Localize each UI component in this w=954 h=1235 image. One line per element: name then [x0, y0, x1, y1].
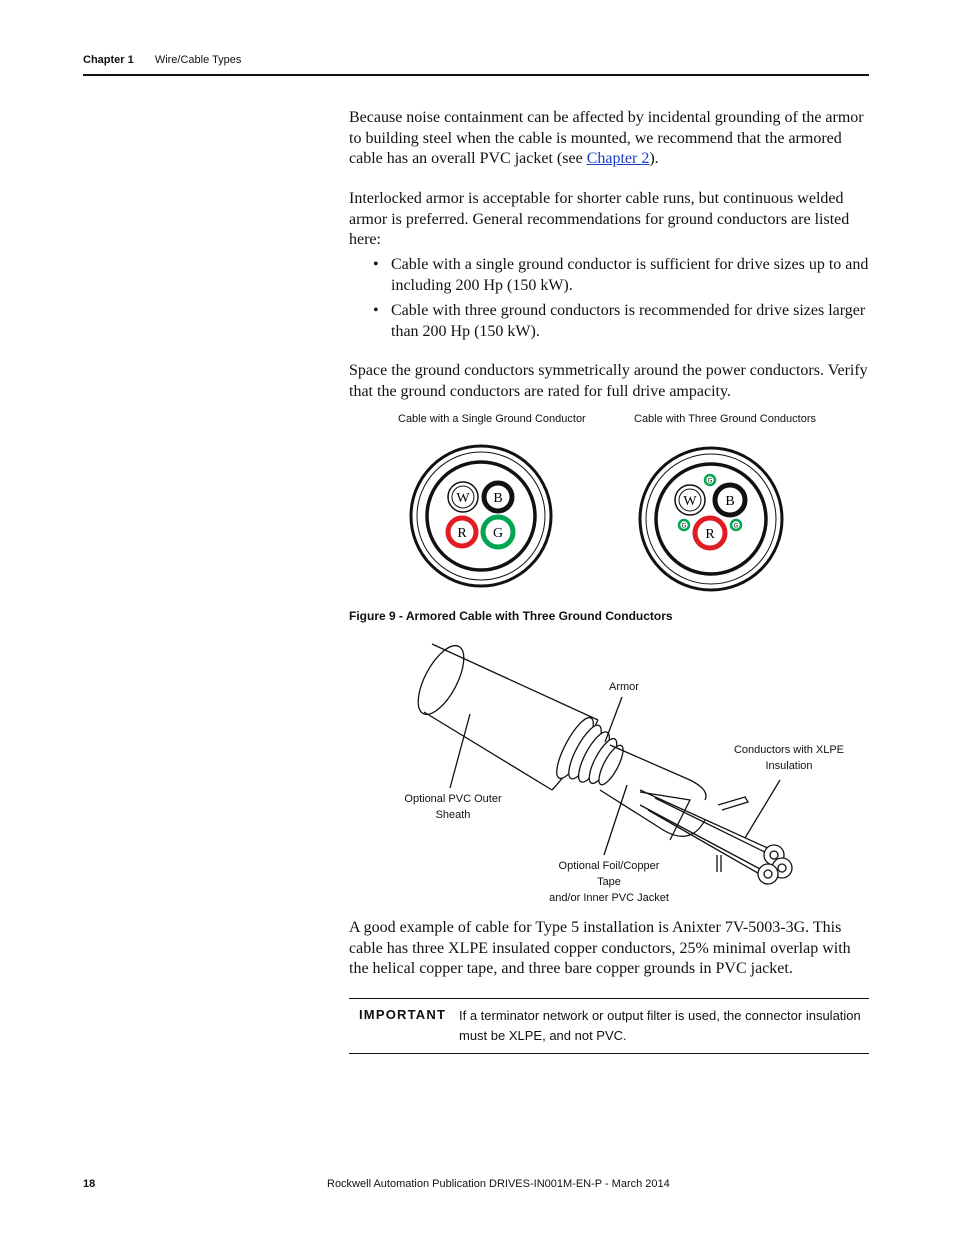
para1-text: Because noise containment can be affected by incidental grounding of the armor to building steel when the cable is mounted, we recommend that the armored cable has an overall PVC jacket (see — [349, 109, 864, 167]
svg-text:G: G — [681, 523, 687, 530]
conductors-callout — [730, 742, 848, 774]
bullet-dot: • — [373, 256, 379, 273]
sheath-callout: Optional PVC Outer Sheath — [404, 793, 502, 821]
para1-text-end: ). — [649, 150, 659, 167]
svg-text:W: W — [683, 494, 697, 509]
svg-text:R: R — [705, 527, 715, 542]
svg-text:R: R — [457, 526, 467, 541]
conductors-callout-line2: Insulation — [765, 760, 813, 772]
svg-text:G: G — [492, 526, 504, 541]
foil-callout-line2: and/or Inner PVC Jacket — [549, 892, 669, 904]
bullet-dot: • — [373, 302, 379, 319]
important-text: If a terminator network or output filter is used, the connector insulation must be XLPE, and not PVC. — [459, 1008, 861, 1043]
figure-title: Figure 9 - Armored Cable with Three Ground Conductors — [349, 609, 673, 623]
svg-text:B: B — [725, 494, 735, 509]
bullet-text: Cable with a single ground conductor is sufficient for drive sizes up to and including 200 Hp (150 kW). — [391, 256, 869, 294]
chapter-label: Chapter 1 — [83, 54, 134, 66]
bullet-text: Cable with three ground conductors is recommended for drive sizes larger than 200 Hp (150 kW). — [391, 302, 866, 340]
svg-text:G: G — [733, 523, 739, 530]
conductors-callout-line1: Conductors with XLPE — [733, 744, 845, 756]
paragraph-symmetry: Space the ground conductors symmetrically around the power conductors. Verify that the ground conductors are rated for full drive ampacity. — [349, 362, 868, 400]
page-number: 18 — [83, 1178, 96, 1190]
paragraph-armor: Interlocked armor is acceptable for shorter cable runs, but continuous welded armor is preferred. General recommendations for ground conductors are listed here: — [349, 190, 850, 248]
svg-text:B: B — [493, 491, 503, 506]
svg-text:W: W — [456, 491, 470, 506]
section-label: Wire/Cable Types — [154, 54, 242, 66]
foil-callout — [548, 858, 670, 906]
svg-text:G: G — [707, 478, 713, 485]
chapter-2-link[interactable]: Chapter 2 — [586, 150, 650, 167]
important-label: IMPORTANT — [359, 1007, 447, 1022]
foil-callout-line1: Optional Foil/Copper Tape — [558, 860, 660, 888]
paragraph-anixter: A good example of cable for Type 5 installation is Anixter 7V-5003-3G. This cable has three XLPE insulated copper conductors, 25% minimal overlap with the helical copper tape, and three bare copper grounds in PVC jacket. — [349, 919, 851, 977]
single-ground-caption: Cable with a Single Ground Conductor — [398, 413, 586, 425]
three-ground-caption: Cable with Three Ground Conductors — [634, 413, 817, 425]
armor-callout: Armor — [609, 681, 639, 693]
publication-info: Rockwell Automation Publication DRIVES-IN001M-EN-P - March 2014 — [327, 1178, 670, 1190]
important-note — [349, 998, 869, 1054]
